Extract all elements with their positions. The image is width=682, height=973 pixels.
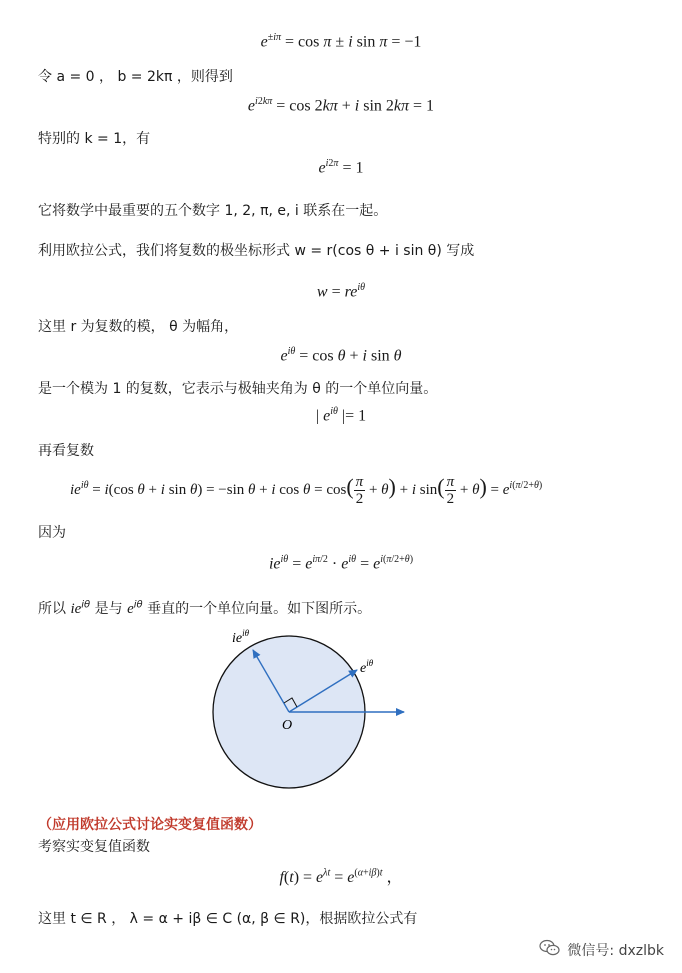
text-line: 是一个模为 1 的复数，它表示与极轴夹角为 θ 的一个单位向量。 xyxy=(38,381,438,397)
unit-circle-figure xyxy=(200,622,420,802)
label-e: $e^{i\theta}$ xyxy=(360,658,374,676)
equation-modulus: | $e^{i\theta}$ |= 1 xyxy=(315,406,367,425)
text-line: 特别的 k = 1，有 xyxy=(38,131,151,147)
text-line: 所以 $ie^{i\theta}$ 是与 $e^{i\theta}$ 垂直的一个单位向量。如下图所示。 xyxy=(38,599,372,617)
text-line: 它将数学中最重要的五个数字 1, 2, π, e, i 联系在一起。 xyxy=(38,203,388,219)
equation-rotation: $ie^{i\theta} = i(\cos$ θ + i sin θ) = −sin θ + i $\cos \theta = \cos(\frac{\pi}{2} + \theta) + i$ $\sin(\frac{\pi}{2} + \theta) = e^{i(\pi/2+\theta)}$ xyxy=(70,474,543,508)
watermark xyxy=(539,939,664,961)
equation-complex-exp: $f(t) = e^{\lambda t} = e^{(\alpha+i\beta)t}$ ， xyxy=(279,867,403,886)
text-line: 因为 xyxy=(38,525,66,541)
text-line: 利用欧拉公式，我们将复数的极坐标形式 w = r(cos θ + i sin θ) 写成 xyxy=(38,243,475,259)
label-origin: O xyxy=(282,718,293,733)
equation-product: $ie^{i\theta} = e^{i\pi/2} \cdot e^{i\theta} = e^{i(\pi/2+\theta)}$ xyxy=(268,554,414,573)
watermark-text: 微信号: dxzlbk xyxy=(567,943,664,959)
equation-2pi: $e^{i2\pi} = 1$ xyxy=(318,158,364,177)
label-ie: $ie^{i\theta}$ xyxy=(232,628,250,646)
text-line: 这里 r 为复数的模， θ 为幅角， xyxy=(38,319,239,335)
equation-polar: $w = re^{i\theta}$ xyxy=(316,282,366,301)
equation-2kpi: $e^{i2k\pi} = \cos 2k\pi + i$ sin 2kπ = 1 xyxy=(247,96,435,115)
text-line: 这里 t ∈ R ， λ = α + iβ ∈ C (α, β ∈ R)，根据欧拉公式有 xyxy=(38,911,418,927)
equation-euler-pi: $e^{\pm i\pi} = \cos \pi \pm i$ sin π = −1 xyxy=(260,32,422,51)
text-line: 令 a = 0 ， b = 2kπ ，则得到 xyxy=(38,69,233,85)
text-line: 考察实变复值函数 xyxy=(38,839,150,855)
section-heading: （应用欧拉公式讨论实变复值函数） xyxy=(38,817,262,833)
text-line: 再看复数 xyxy=(38,443,94,459)
equation-unit: $e^{i\theta} = \cos \theta + i$ sin θ xyxy=(280,346,402,365)
wechat-icon xyxy=(539,939,561,961)
